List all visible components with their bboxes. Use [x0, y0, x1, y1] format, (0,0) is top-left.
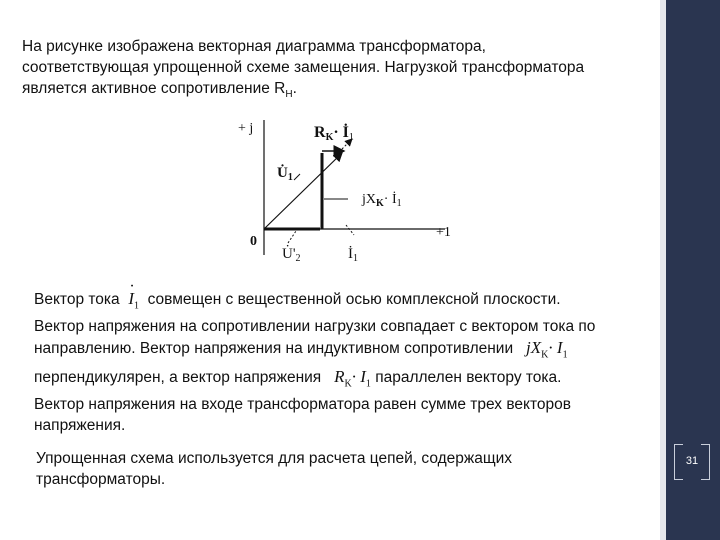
label-U1-U: U̇ — [277, 165, 288, 181]
para2-line-3 — [34, 337, 659, 365]
formula-RkI1 — [334, 366, 371, 390]
label-U1-sub: 1 — [287, 172, 293, 183]
label-jXkI1-I: · İ — [383, 192, 397, 207]
label-RkI1-I: · İ — [333, 124, 349, 141]
label-I1-sub: 1 — [353, 253, 358, 264]
label-RkI1-R: R — [314, 124, 326, 141]
formula-jXkI1-sub: K — [541, 349, 549, 361]
formula-jXkI1-sub2: 1 — [562, 349, 568, 361]
label-jXkI1-sub: K — [376, 198, 384, 209]
vector-diagram — [230, 115, 480, 265]
formula-RkI1-sub2: 1 — [365, 378, 371, 390]
label-jXkI1-j: jX — [362, 192, 376, 207]
para2-line-5: Вектор напряжения на входе трансформатора равен сумме трех векторов — [34, 396, 571, 414]
formula-I1-sym: I — [128, 289, 134, 308]
para2-line-4-a: перпендикулярен, а вектор напряжения — [34, 368, 322, 386]
label-jXkI1 — [361, 191, 402, 209]
page-number-bracket-right — [701, 444, 710, 480]
page-number-bracket-left — [674, 444, 683, 480]
formula-RkI1-sub: K — [344, 378, 352, 390]
para2-line-3-a: направлению. Вектор напряжения на индуктивном сопротивлении — [34, 340, 514, 358]
formula-jXkI1-sym: jX — [526, 338, 542, 358]
page-number: 31 — [685, 455, 699, 467]
intro-line-1: На рисунке изображена векторная диаграмма трансформатора, — [22, 38, 486, 55]
page-number-badge — [674, 444, 710, 478]
label-jXkI1-isub: 1 — [396, 198, 402, 209]
formula-RkI1-sym: R — [334, 366, 345, 386]
label-I1 — [348, 246, 358, 264]
para2-line-1-a: Вектор тока — [34, 291, 120, 308]
formula-I1-sub: 1 — [133, 300, 139, 312]
formula-RkI1-sym2: · I — [351, 366, 366, 386]
para3-line-2: трансформаторы. — [36, 471, 166, 488]
para2-line-4 — [34, 366, 659, 394]
intro-line-3-end: . — [292, 80, 297, 97]
label-RkI1 — [314, 122, 354, 143]
intro-paragraph — [22, 36, 652, 105]
explanation-paragraph — [34, 288, 659, 436]
label-U1 — [277, 164, 293, 183]
formula-jXkI1 — [526, 338, 568, 361]
para2-line-6: напряжения. — [34, 417, 126, 435]
para2-line-1 — [34, 288, 659, 316]
label-RkI1-sub: K — [325, 132, 334, 143]
label-U2-sub: 2 — [295, 253, 301, 264]
formula-I1 — [128, 288, 139, 316]
intro-line-3-text: является активное сопротивление R — [22, 80, 286, 97]
label-imaginary-axis: + j — [238, 121, 254, 136]
intro-line-3 — [22, 78, 652, 105]
intro-line-3-sub: Н — [285, 89, 293, 101]
label-I1-I: İ — [348, 246, 353, 262]
label-U2 — [282, 245, 301, 264]
intro-line-2: соответствующая упрощенной схеме замещения. Нагрузкой трансформатора — [22, 59, 585, 76]
current-arrow-I1 — [346, 225, 354, 235]
label-real-axis: +1 — [436, 225, 451, 240]
label-origin: 0 — [250, 234, 257, 249]
summary-paragraph — [36, 448, 636, 490]
U1-leader — [294, 174, 300, 180]
para2-line-1-b: совмещен с вещественной осью комплексной плоскости. — [147, 291, 561, 308]
para2-line-4-b: параллелен вектору тока. — [375, 368, 562, 386]
label-U2-U: U̇' — [282, 246, 296, 262]
voltage-vector-U1 — [264, 153, 342, 229]
label-RkI1-isub: 1 — [348, 132, 354, 143]
formula-jXkI1-sym2: · I — [548, 338, 563, 358]
voltage-arrow-U2 — [288, 231, 296, 243]
para2-line-2: Вектор напряжения на сопротивлении нагрузки совпадает с вектором тока по — [34, 318, 596, 336]
para3-line-1: Упрощенная схема используется для расчета цепей, содержащих — [36, 450, 513, 467]
